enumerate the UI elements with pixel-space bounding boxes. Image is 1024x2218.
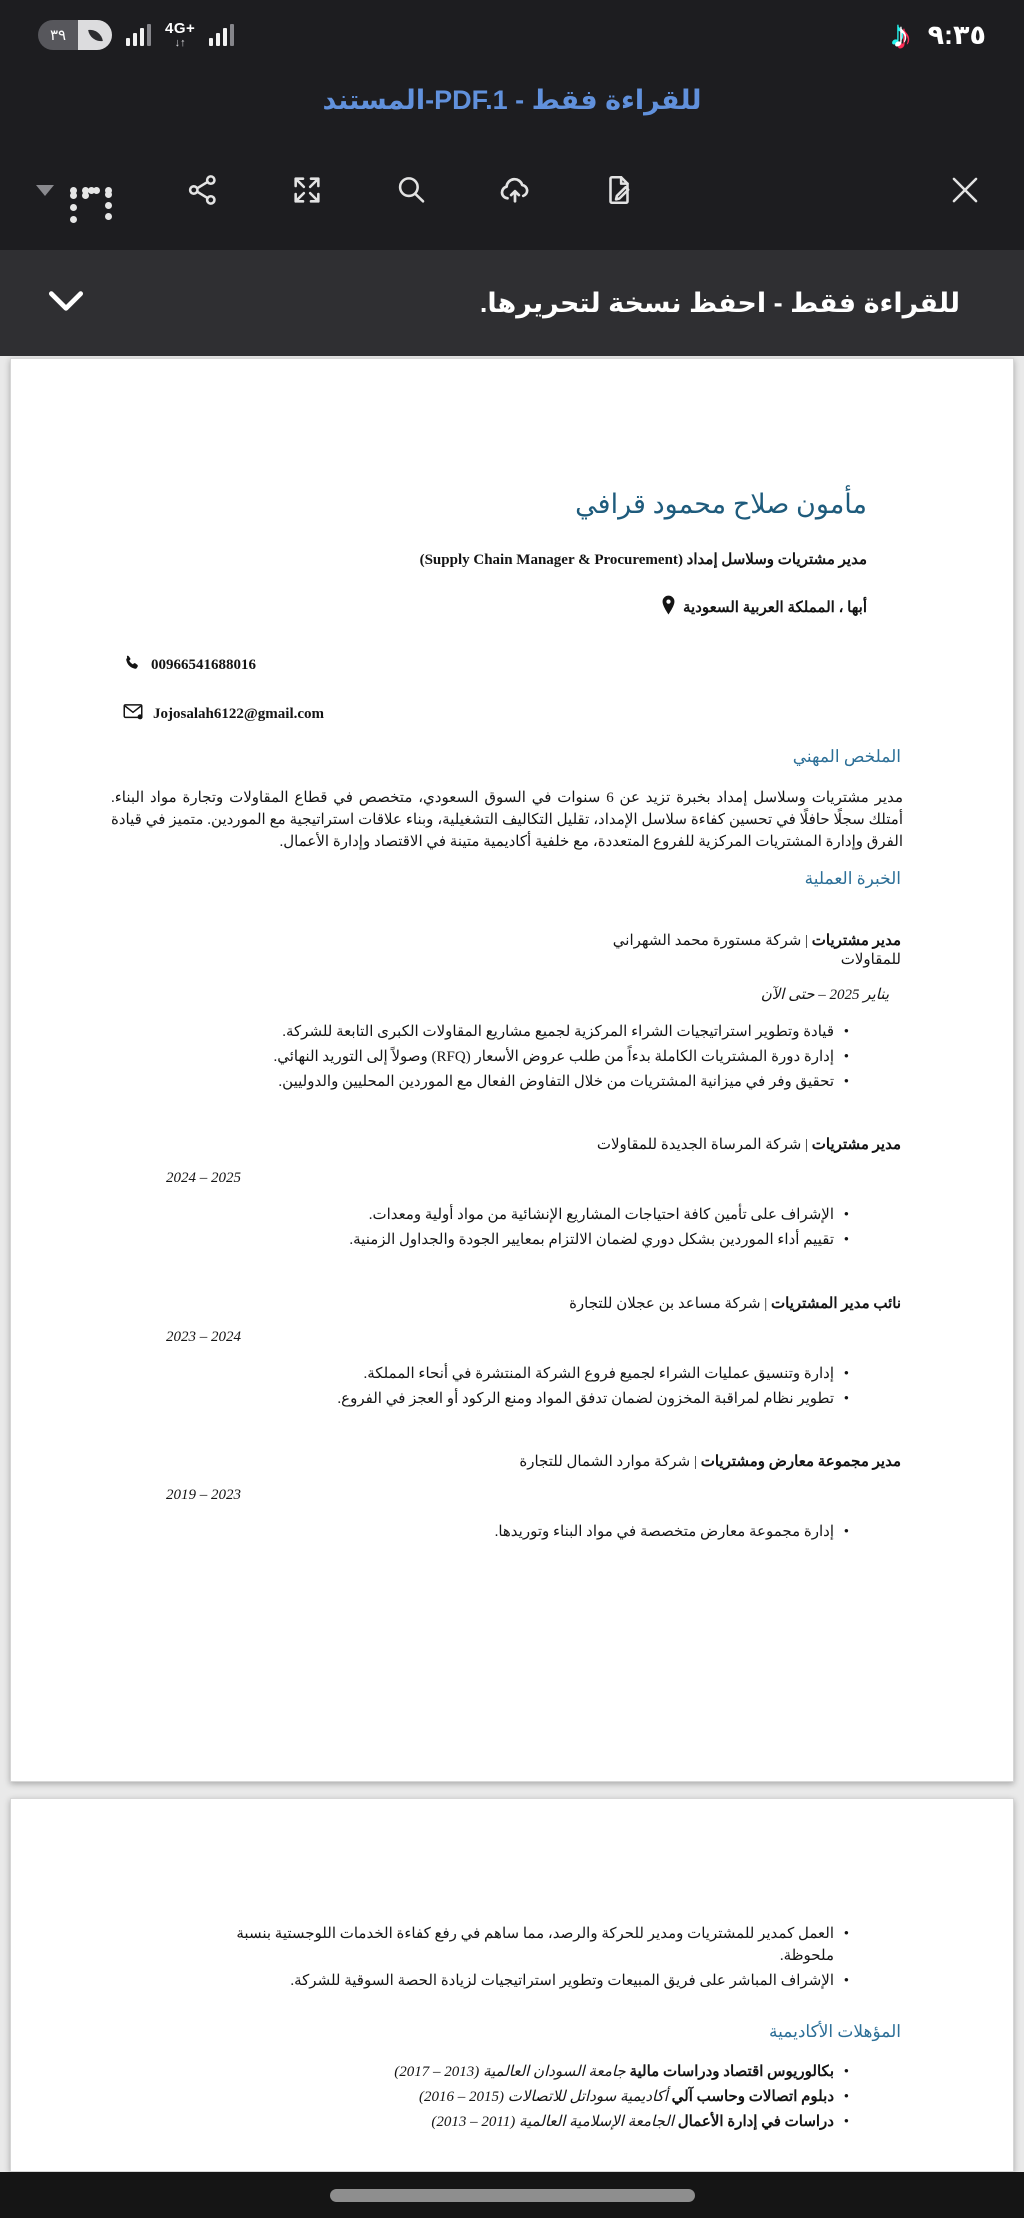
job-role: مدير مشتريات <box>811 933 901 950</box>
job-date: 2024 – 2025 <box>166 1170 241 1187</box>
toolbar <box>0 130 1024 250</box>
jobs-list <box>11 931 1013 1544</box>
resume-headline: مدير مشتريات وسلاسل إمداد (Supply Chain Manager & Procurement) <box>419 552 867 568</box>
summary-paragraph: مدير مشتريات وسلاسل إمداد بخبرة تزيد عن 6 سنوات في السوق السعودي، متخصص في قطاع المقاولات وتجارة مواد البناء. أمتلك سجلًا حافلًا في تحسين كفاءة سلاسل الإمداد، تقليل التكاليف التشغيلية، وبناء علاقات استراتيجية مع الموردين. متميز في قيادة الفرق وإدارة المشتريات المركزية للفروع المتعددة، مع خلفية أكاديمية متينة في الاقتصاد وإدارة الأعمال. <box>111 790 904 851</box>
job-date: يناير 2025 – حتى الآن <box>760 987 889 1004</box>
search-icon[interactable] <box>388 167 434 213</box>
status-right-cluster <box>891 14 986 55</box>
job-bullet: • إدارة دورة المشتريات الكاملة بدءاً من طلب عروض الأسعار (RFQ) وصولاً إلى التوريد النهائي. <box>226 1047 841 1069</box>
home-gesture-pill[interactable] <box>330 2189 695 2202</box>
job-bullet: • تطوير نظام لمراقبة المخزون لضمان تدفق المواد ومنع الركود أو العجز في الفروع. <box>226 1389 841 1411</box>
readonly-banner-text: للقراءة فقط - احفظ نسخة لتحريرها. <box>479 287 960 318</box>
gesture-nav-bar <box>0 2172 1024 2218</box>
network-type: 4G+ ↓↑ <box>165 20 196 49</box>
status-time: ٩:٣٥ <box>927 19 986 50</box>
resume-location-row <box>11 595 867 620</box>
job-title <box>11 1452 901 1471</box>
job-bullets <box>11 1364 1013 1411</box>
job-bullet: • إدارة وتنسيق عمليات الشراء لجميع فروع الشركة المنتشرة في أنحاء المملكة. <box>226 1364 841 1386</box>
battery-indicator <box>38 20 112 50</box>
job-entry <box>11 1294 1013 1411</box>
job-role: مدير مشتريات <box>811 1137 901 1154</box>
title-bar <box>0 70 1024 130</box>
close-icon[interactable] <box>942 167 988 213</box>
phone-number: 00966541688016 <box>151 657 256 673</box>
job-entry <box>11 1135 1013 1252</box>
fullscreen-icon[interactable] <box>284 167 330 213</box>
more-vertical-icon[interactable] <box>68 167 114 213</box>
job-bullet: • تحقيق وفر في ميزانية المشتريات من خلال التفاوض الفعال مع الموردين المحليين والدوليين. <box>226 1072 841 1094</box>
experience-continued-bullets <box>11 1924 1013 1992</box>
section-title-experience: الخبرة العملية <box>804 869 901 889</box>
edit-document-icon[interactable] <box>596 167 642 213</box>
education-list <box>11 2062 1013 2133</box>
job-date: 2023 – 2024 <box>166 1328 241 1345</box>
signal-bars-icon <box>126 24 151 46</box>
readonly-banner[interactable] <box>0 250 1024 356</box>
battery-percent: ٣٩ <box>38 20 78 50</box>
education-degree: دراسات في إدارة الأعمال <box>677 2113 834 2130</box>
job-company: | شركة موارد الشمال للتجارة <box>519 1454 701 1471</box>
status-left-cluster <box>38 20 234 50</box>
section-title-summary: الملخص المهني <box>792 747 901 766</box>
job-bullet: • إدارة مجموعة معارض متخصصة في مواد البناء وتوريدها. <box>226 1522 841 1544</box>
job-bullet: • العمل كمدير للمشتريات ومدير للحركة والرصد، مما ساهم في رفع كفاءة الخدمات اللوجستية بنسبة ملحوظة. <box>226 1924 841 1968</box>
tiktok-icon: ♪ <box>891 14 910 55</box>
job-bullets <box>11 1522 1013 1544</box>
job-title <box>11 1135 901 1154</box>
pdf-page-1 <box>10 358 1014 1782</box>
education-institution: جامعة السودان العالمية (2013 – 2017) <box>394 2064 626 2081</box>
job-title <box>11 1294 901 1313</box>
resume-email-row <box>11 703 1013 725</box>
resume-name: مأمون صلاح محمود قرافي <box>575 489 867 519</box>
job-role: مدير مجموعة معارض ومشتريات <box>700 1454 901 1471</box>
data-arrows-icon: ↓↑ <box>174 37 186 49</box>
job-company: | شركة مساعد بن عجلان للتجارة <box>569 1295 772 1312</box>
job-date: 2019 – 2023 <box>166 1487 241 1504</box>
pdf-page-2 <box>10 1798 1014 2172</box>
education-item <box>226 2087 841 2109</box>
job-bullets <box>11 1205 1013 1252</box>
job-entry <box>11 1452 1013 1544</box>
job-company: | شركة المرساة الجديدة للمقاولات <box>596 1137 812 1154</box>
job-entry <box>11 931 1013 1093</box>
education-degree: دبلوم اتصالات وحاسب آلي <box>671 2089 834 2105</box>
chevron-down-icon[interactable] <box>44 284 88 323</box>
email-address: Jojosalah6122@gmail.com <box>153 705 325 722</box>
job-bullets <box>11 1022 1013 1093</box>
job-bullet: • الإشراف على تأمين كافة احتياجات المشاريع الإنشائية من مواد أولية ومعدات. <box>226 1205 841 1227</box>
status-bar <box>0 0 1024 70</box>
section-title-education: المؤهلات الأكاديمية <box>769 2022 901 2042</box>
job-bullet: • الإشراف المباشر على فريق المبيعات وتطوير استراتيجيات لزيادة الحصة السوقية للشركة. <box>226 1971 841 1993</box>
job-title <box>11 931 901 969</box>
job-bullet: • تقييم أداء الموردين بشكل دوري لضمان الالتزام بمعايير الجودة والجداول الزمنية. <box>226 1230 841 1252</box>
education-item <box>226 2112 841 2134</box>
job-company-line2: للمقاولات <box>840 952 901 969</box>
location-text: أبها ، المملكة العربية السعودية <box>682 600 867 616</box>
education-item <box>226 2062 841 2084</box>
document-title: المستند-PDF.1 - للقراءة فقط <box>322 84 702 115</box>
location-pin-icon <box>661 595 676 620</box>
document-scroll-area[interactable] <box>0 356 1024 2172</box>
phone-icon <box>123 654 141 677</box>
email-icon <box>123 703 143 725</box>
education-degree: بكالوريوس اقتصاد ودراسات مالية <box>629 2064 834 2081</box>
education-institution: الجامعة الإسلامية العالمية (2011 – 2013) <box>431 2113 675 2130</box>
share-icon[interactable] <box>180 167 226 213</box>
cloud-upload-icon[interactable] <box>492 167 538 213</box>
job-role: نائب مدير المشتريات <box>771 1295 901 1312</box>
job-company: | شركة مستورة محمد الشهراني <box>612 933 812 950</box>
signal-bars-icon <box>209 24 234 46</box>
battery-saver-leaf-icon <box>78 20 112 50</box>
education-institution: أكاديمية سوداتل للاتصالات (2015 – 2016) <box>419 2089 668 2105</box>
caret-down-icon[interactable] <box>36 185 54 196</box>
resume-phone-row <box>11 654 1013 677</box>
job-bullet: • قيادة وتطوير استراتيجيات الشراء المركزية لجميع مشاريع المقاولات الكبرى التابعة للشركة. <box>226 1022 841 1044</box>
